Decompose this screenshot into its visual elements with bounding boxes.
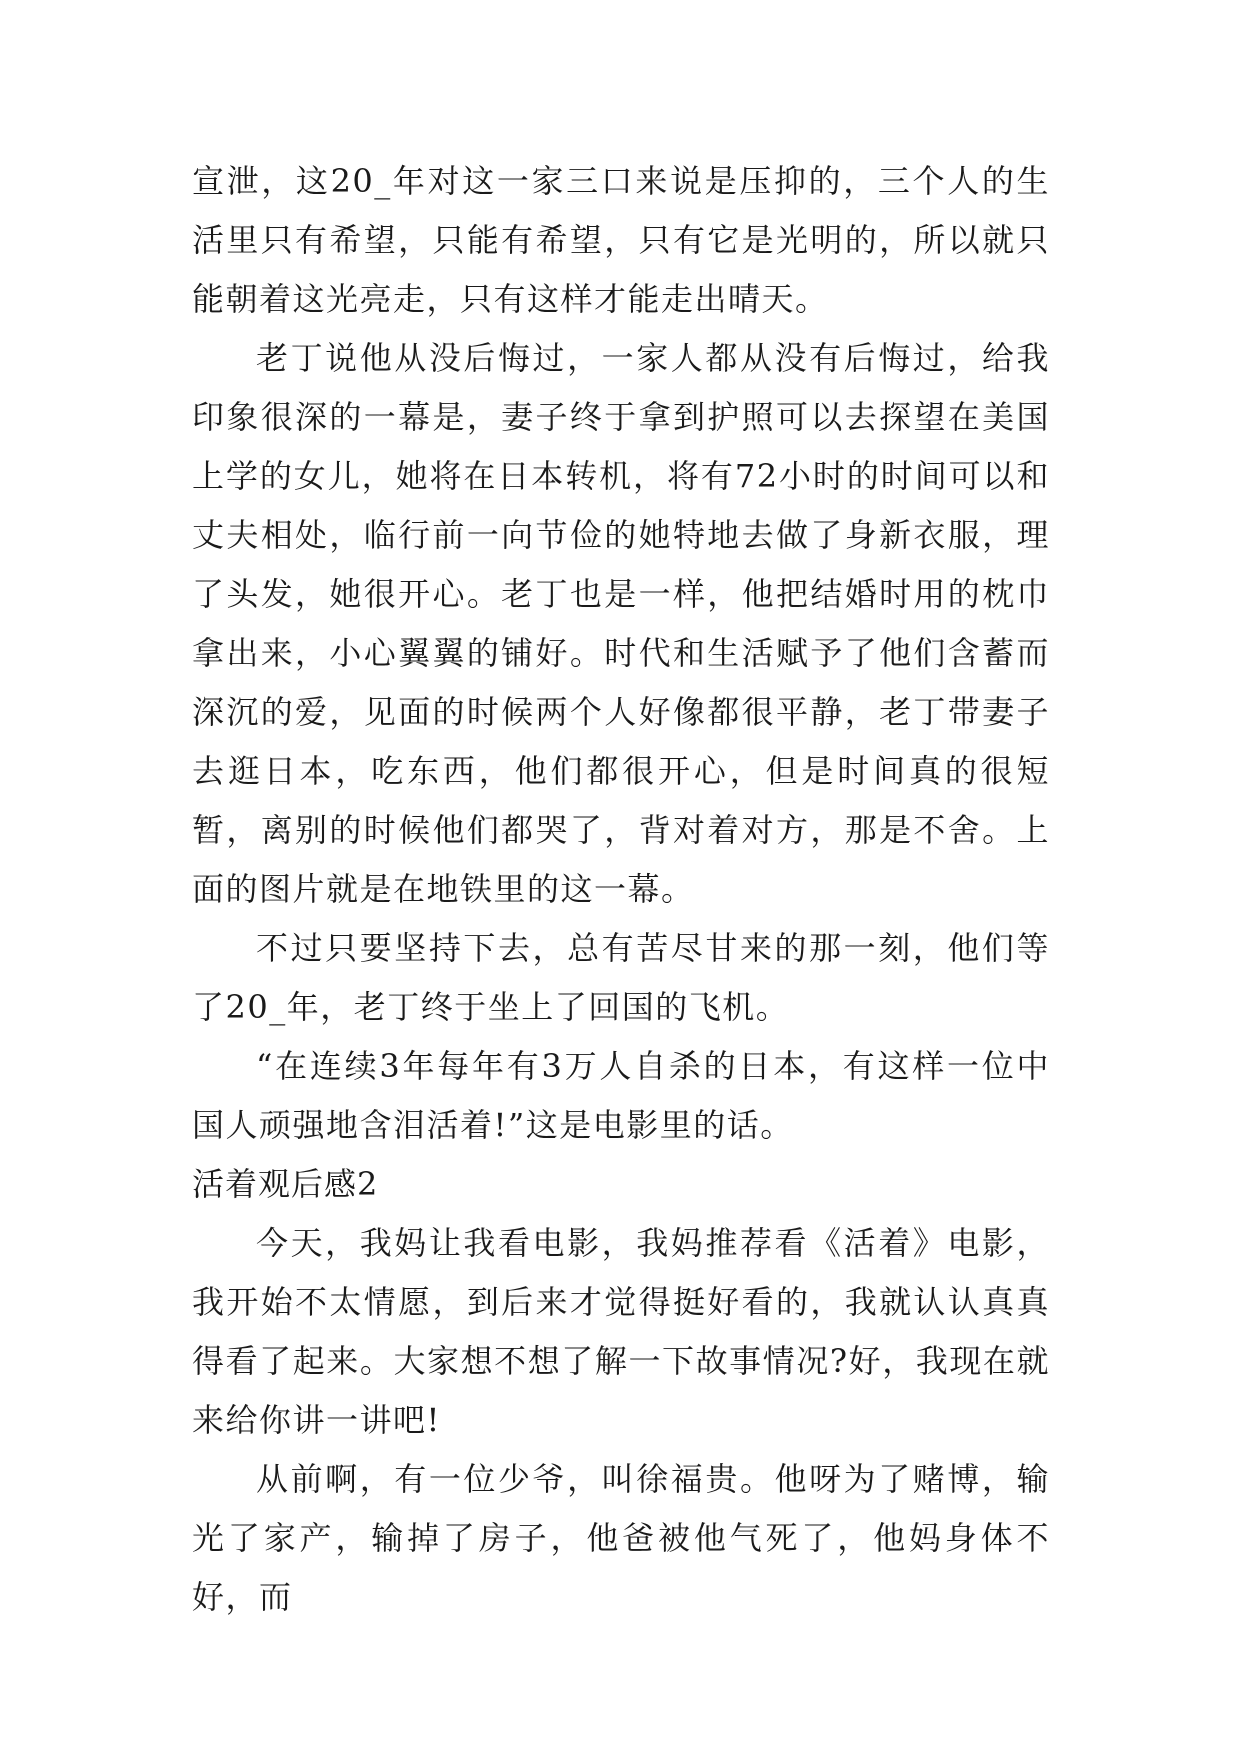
paragraph-continued: 宣泄，这20_年对这一家三口来说是压抑的，三个人的生活里只有希望，只能有希望，只有它是光明的，所以就只能朝着这光亮走，只有这样才能走出晴天。	[192, 162, 1050, 318]
paragraph: 老丁说他从没后悔过，一家人都从没有后悔过，给我印象很深的一幕是，妻子终于拿到护照可以去探望在美国上学的女儿，她将在日本转机，将有72小时的时间可以和丈夫相处，临行前一向节俭的她特地去做了身新衣服，理了头发，她很开心。老丁也是一样，他把结婚时用的枕巾拿出来，小心翼翼的铺好。时代和生活赋予了他们含蓄而深沉的爱，见面的时候两个人好像都很平静，老丁带妻子去逛日本，吃东西，他们都很开心，但是时间真的很短暂，离别的时候他们都哭了，背对着对方，那是不舍。上面的图片就是在地铁里的这一幕。	[192, 339, 1050, 908]
paragraph: 不过只要坚持下去，总有苦尽甘来的那一刻，他们等了20_年，老丁终于坐上了回国的飞机。	[192, 929, 1050, 1026]
paragraph: “在连续3年每年有3万人自杀的日本，有这样一位中国人顽强地含泪活着!”这是电影里的话。	[192, 1047, 1050, 1144]
section-title: 活着观后感2	[192, 1165, 379, 1203]
document-body	[192, 152, 1050, 1627]
paragraph: 从前啊，有一位少爷，叫徐福贵。他呀为了赌博，输光了家产，输掉了房子，他爸被他气死了，他妈身体不好，而	[192, 1460, 1050, 1616]
paragraph: 今天，我妈让我看电影，我妈推荐看《活着》电影，我开始不太情愿，到后来才觉得挺好看的，我就认认真真得看了起来。大家想不想了解一下故事情况?好，我现在就来给你讲一讲吧!	[192, 1224, 1050, 1439]
